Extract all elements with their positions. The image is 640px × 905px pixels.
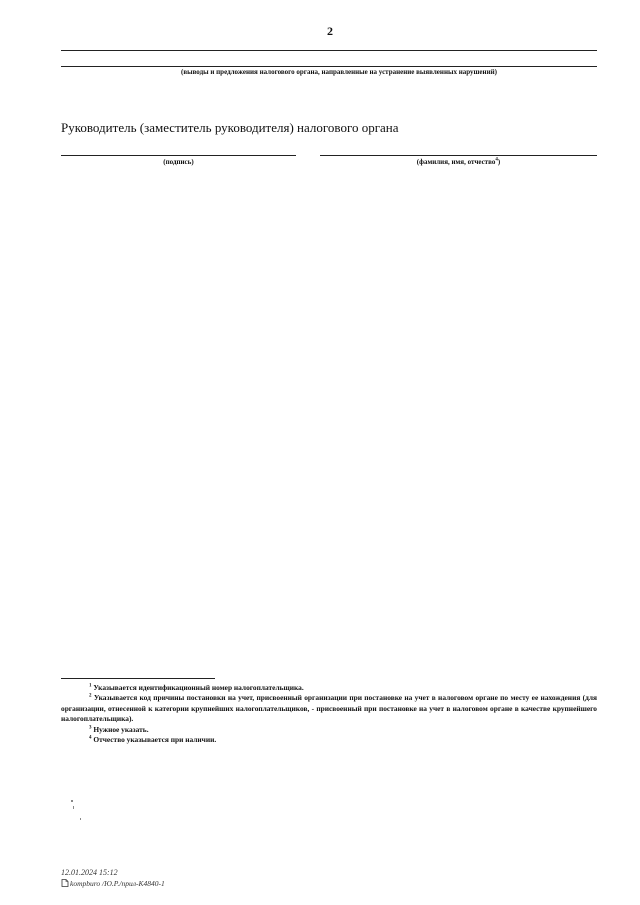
full-name-caption-close: ) (497, 158, 501, 166)
footnote-3 (61, 725, 597, 735)
document-icon (61, 879, 69, 887)
footnote-text: Указывается идентификационный номер налогоплательщика. (93, 683, 304, 692)
scan-speck (80, 818, 81, 820)
footnote-text: Нужное указать. (93, 724, 149, 734)
footnote-mark: 4 (89, 735, 92, 741)
conclusions-line-2 (61, 66, 597, 67)
full-name-line (320, 155, 597, 156)
print-timestamp: 12.01.2024 15:12 (61, 868, 118, 877)
conclusions-caption: (выводы и предложения налогового органа, направленные на устранение выявленных нарушений) (181, 68, 497, 76)
file-path-stamp (61, 879, 165, 888)
footnotes (61, 683, 597, 745)
page-number: 2 (327, 24, 333, 38)
footnote-text: Отчество указывается при наличии. (93, 735, 217, 745)
footnote-separator (61, 678, 215, 679)
footnote-mark: 2 (89, 693, 92, 699)
full-name-caption-footnote-mark: 4 (495, 157, 498, 163)
footnote-4 (61, 735, 597, 745)
footnote-text: Указывается код причины постановки на учет, присвоенный организации при постановке на учет в налоговом органе по месту ее нахождения (для организации, отнесенной к категории крупнейших налогоплательщиков, - присвоенный при постановке на учет в налоговом органе в качестве крупнейшего налогоплательщика). (61, 693, 597, 724)
footnote-mark: 1 (89, 683, 92, 689)
scan-speck (73, 806, 74, 809)
full-name-caption (320, 158, 597, 166)
footnote-2 (61, 693, 597, 724)
file-path-text: kompburo /Ю.Р./прил-К4840-1 (70, 879, 165, 888)
signature-line (61, 155, 296, 156)
scan-speck (71, 800, 73, 802)
signatory-title: Руководитель (заместитель руководителя) налогового органа (61, 120, 399, 135)
signature-caption: (подпись) (163, 158, 194, 166)
full-name-caption-text: (фамилия, имя, отчество (416, 158, 496, 166)
conclusions-line-1 (61, 50, 597, 51)
footnote-1 (61, 683, 597, 693)
footnote-mark: 3 (89, 725, 92, 731)
